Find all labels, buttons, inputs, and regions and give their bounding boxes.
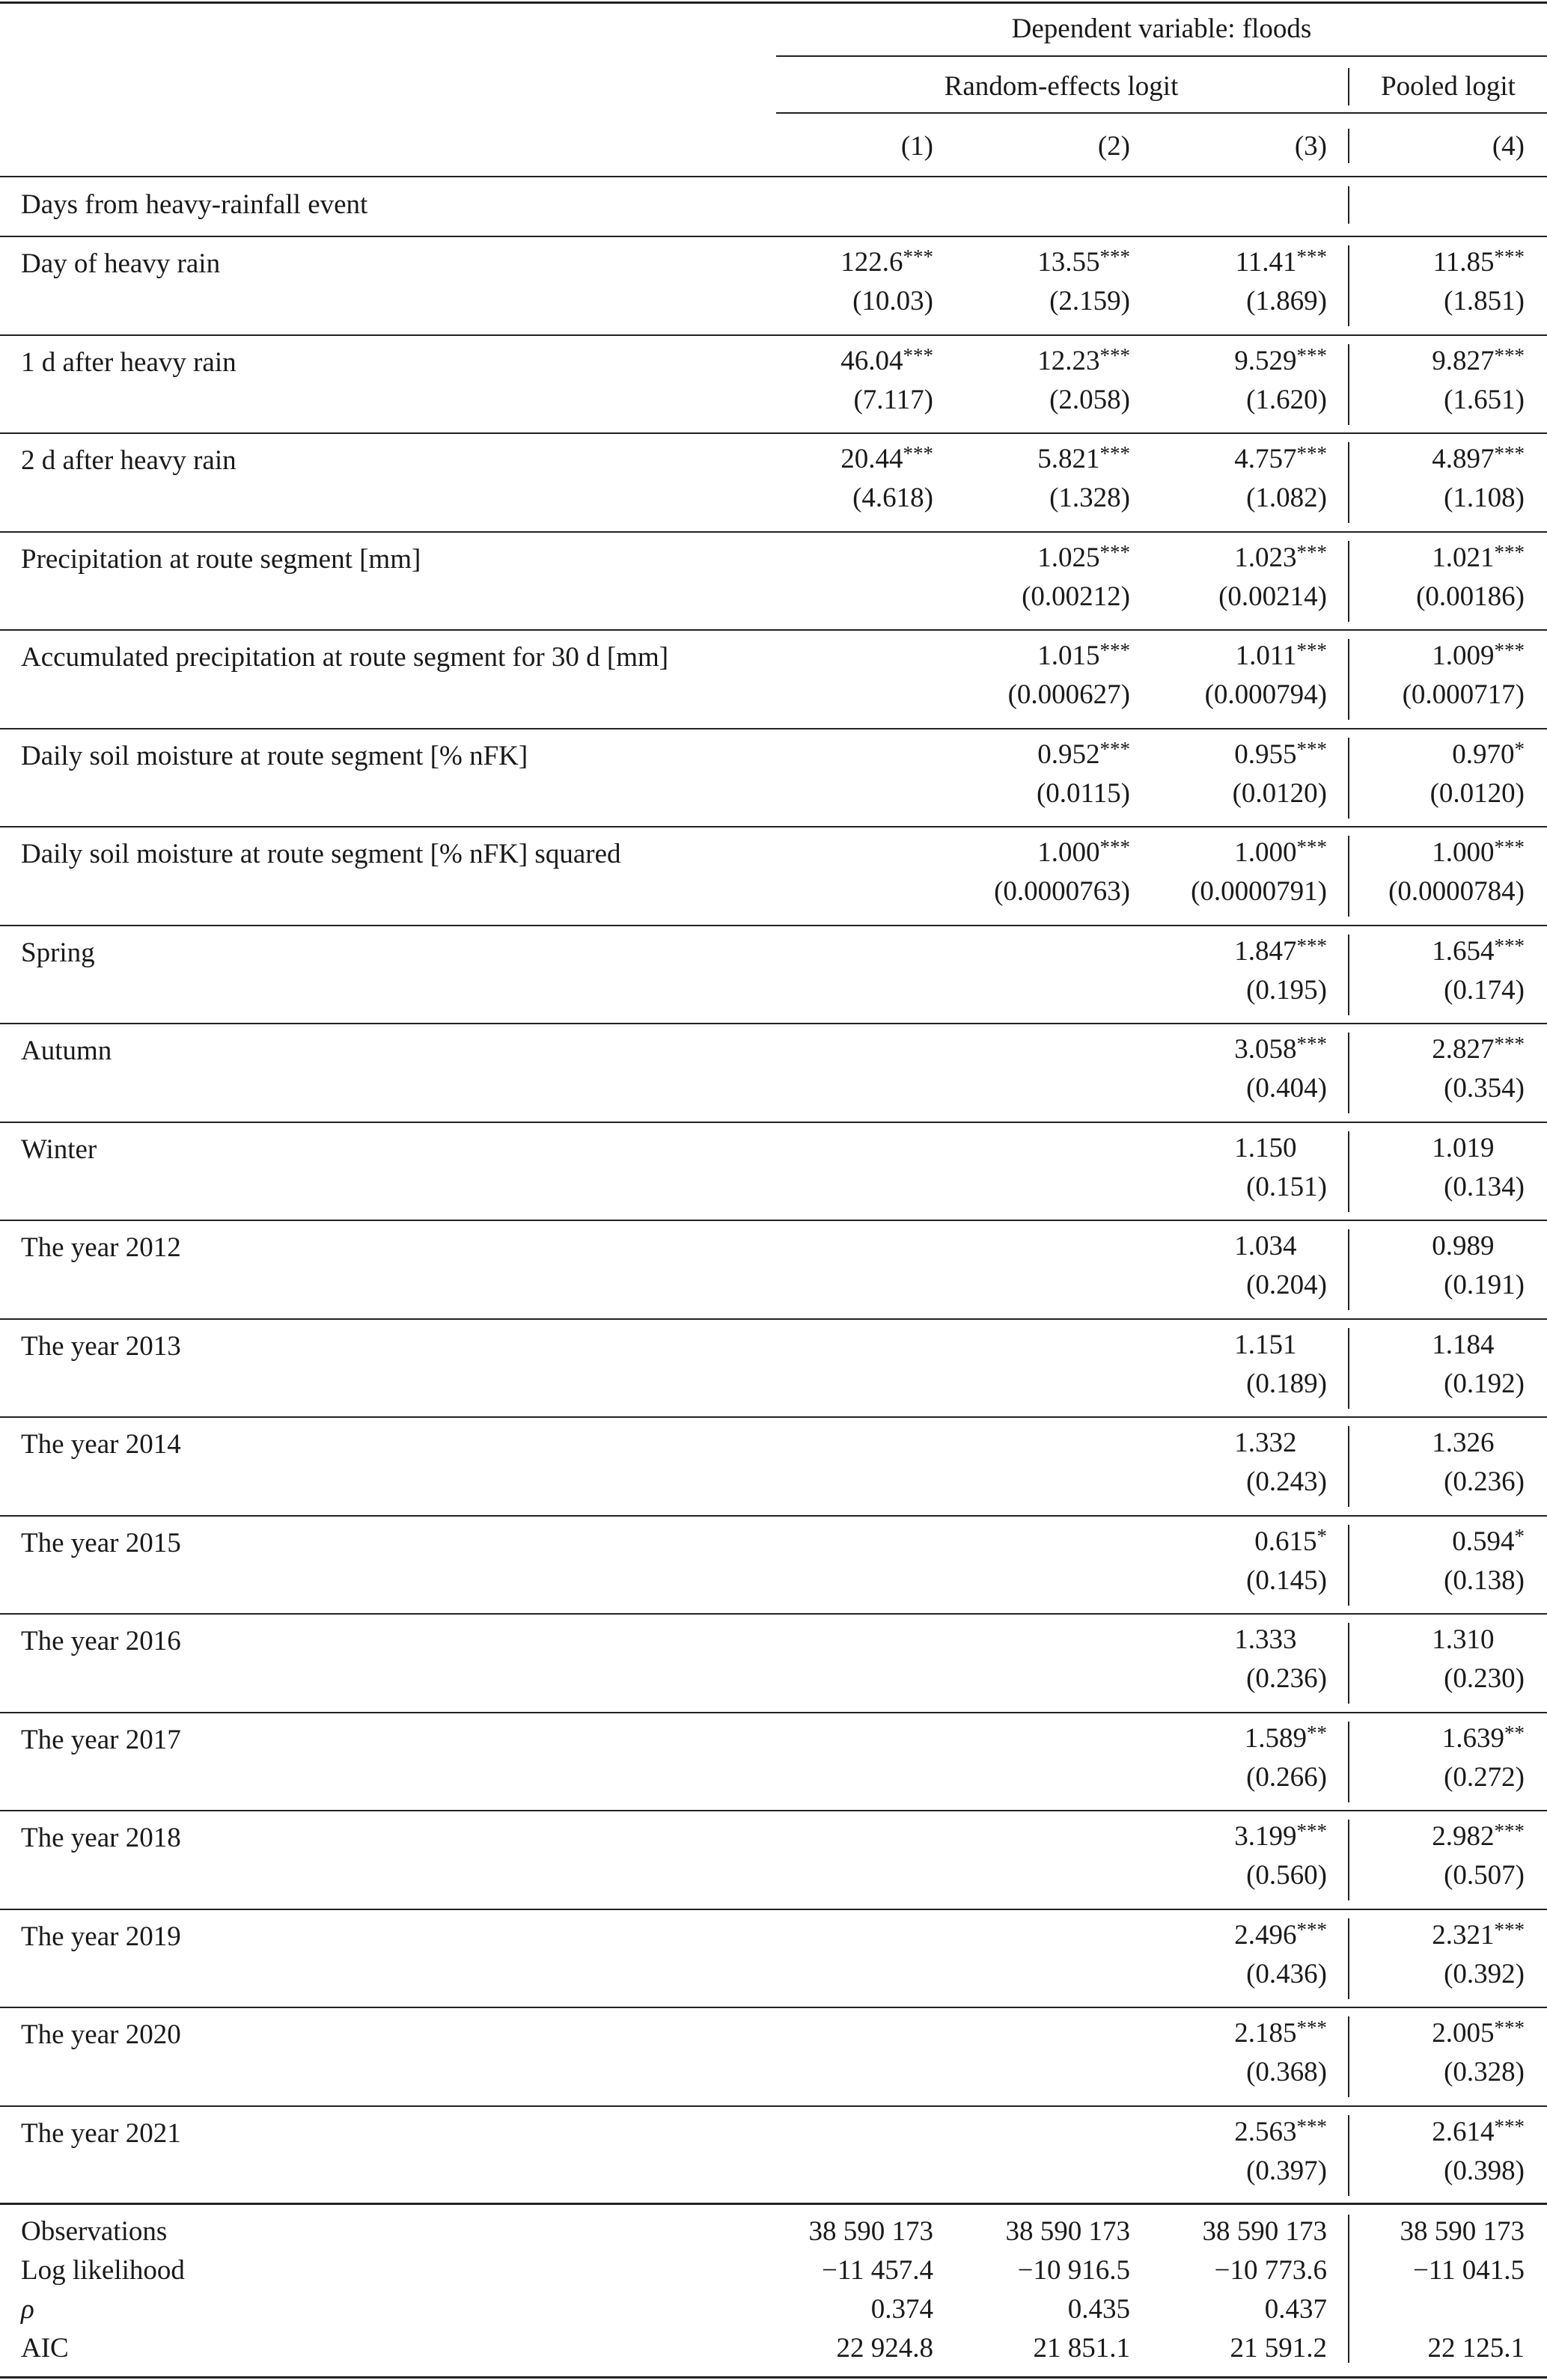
coef-number: 5.821 — [1037, 444, 1100, 474]
coef-value — [1300, 343, 1525, 376]
stat-label: AIC — [21, 2333, 69, 2364]
significance-stars: *** — [1296, 2016, 1327, 2039]
coef-value — [1300, 542, 1525, 572]
dependent-variable-caption: Dependent variable: floods — [1011, 13, 1312, 44]
significance-stars: *** — [1099, 442, 1130, 465]
row-rule — [0, 1810, 1547, 1811]
coef-value — [1099, 442, 1327, 474]
coef-value — [1300, 1428, 1525, 1457]
coef-number: 1.332 — [1234, 1428, 1297, 1458]
random-effects-group-header: Random-effects logit — [944, 71, 1179, 102]
coef-value — [709, 247, 933, 276]
coef-number: 0.970 — [1452, 738, 1515, 770]
row-column-divider — [1348, 1131, 1349, 1212]
significance-stars: *** — [1099, 836, 1130, 858]
row-label: The year 2017 — [21, 1724, 181, 1755]
standard-error: (0.0115) — [1036, 777, 1130, 809]
stat-label: Log likelihood — [21, 2255, 185, 2286]
significance-stars: *** — [1296, 934, 1327, 957]
coef-value — [1300, 1330, 1525, 1359]
coef-number: 4.897 — [1432, 444, 1495, 474]
coef-number: 1.034 — [1234, 1231, 1297, 1261]
significance-stars: *** — [1296, 2114, 1327, 2138]
standard-error: (0.392) — [1444, 1958, 1525, 1989]
standard-error: (1.869) — [1246, 286, 1327, 316]
significance-stars: *** — [1494, 1820, 1525, 1842]
group-rule — [776, 112, 1547, 114]
significance-stars: ** — [1504, 1721, 1525, 1744]
standard-error: (0.560) — [1246, 1860, 1327, 1891]
significance-stars: *** — [1494, 1918, 1525, 1941]
row-rule — [0, 1416, 1547, 1418]
coef-number: 2.614 — [1432, 2116, 1495, 2147]
coef-number: 1.847 — [1234, 935, 1297, 967]
coef-value — [906, 247, 1130, 276]
significance-stars: *** — [1296, 343, 1327, 367]
col-label-2: (2) — [1097, 131, 1130, 162]
coef-number: 11.85 — [1432, 247, 1495, 278]
standard-error: (10.03) — [852, 286, 933, 316]
coef-number: 1.151 — [1234, 1329, 1297, 1360]
row-label: The year 2016 — [21, 1626, 181, 1656]
significance-stars: *** — [1296, 1820, 1327, 1842]
dependent-variable-rule — [776, 55, 1547, 57]
coef-value — [906, 343, 1130, 376]
top-rule — [0, 1, 1547, 4]
row-rule — [0, 826, 1547, 828]
standard-error: (1.328) — [1049, 483, 1130, 513]
stat-value: −10 773.6 — [1214, 2255, 1327, 2286]
pooled-logit-group-header: Pooled logit — [1381, 71, 1516, 102]
significance-stars: *** — [1296, 540, 1327, 563]
coef-value — [1300, 936, 1525, 965]
row-column-divider — [1348, 639, 1349, 720]
coef-value — [1300, 640, 1525, 670]
coef-value — [906, 640, 1130, 670]
coef-number: 122.6 — [840, 247, 903, 278]
significance-stars: *** — [903, 343, 933, 367]
standard-error: (0.272) — [1444, 1761, 1525, 1793]
coef-value — [709, 444, 933, 473]
significance-stars: *** — [1296, 1033, 1327, 1055]
significance-stars: * — [1514, 737, 1525, 760]
significance-stars: *** — [1296, 737, 1327, 760]
coef-value — [1102, 1920, 1327, 1949]
standard-error: (0.00186) — [1416, 581, 1525, 612]
coef-value — [1300, 1723, 1525, 1752]
coef-number: 4.757 — [1234, 444, 1297, 474]
coef-value — [1102, 1034, 1327, 1063]
standard-error: (0.151) — [1246, 1171, 1327, 1202]
coef-number: 0.989 — [1432, 1231, 1495, 1261]
row-rule — [0, 1613, 1547, 1615]
significance-stars: *** — [1494, 245, 1525, 268]
row-label: Accumulated precipitation at route segment for 30 d [mm] — [21, 642, 669, 673]
significance-stars: *** — [1296, 245, 1327, 268]
row-column-divider — [1348, 1229, 1349, 1310]
coef-value — [1300, 1821, 1525, 1850]
row-column-divider — [1348, 1722, 1349, 1802]
stat-label: ρ — [21, 2294, 34, 2325]
row-label: The year 2013 — [21, 1330, 181, 1362]
coef-number: 2.982 — [1432, 1821, 1495, 1852]
coef-number: 13.55 — [1037, 247, 1100, 278]
standard-error: (7.117) — [853, 384, 933, 415]
coef-value — [1300, 444, 1525, 473]
significance-stars: *** — [1099, 245, 1130, 268]
coef-value — [709, 343, 933, 376]
coef-value — [1102, 1526, 1327, 1555]
coef-value — [1300, 1034, 1525, 1063]
coef-value — [1300, 1133, 1525, 1162]
coef-value — [1102, 1330, 1327, 1359]
standard-error: (0.398) — [1444, 2155, 1525, 2186]
row-rule — [0, 1909, 1547, 1910]
significance-stars: *** — [903, 245, 933, 268]
standard-error: (0.134) — [1444, 1171, 1525, 1202]
standard-error: (1.082) — [1246, 483, 1327, 513]
standard-error: (0.236) — [1444, 1466, 1525, 1497]
row-rule — [0, 1023, 1547, 1024]
row-rule — [0, 925, 1547, 926]
row-label: 1 d after heavy rain — [21, 346, 237, 378]
coef-value — [1300, 739, 1525, 768]
coef-number: 0.594 — [1452, 1526, 1515, 1557]
coef-number: 1.015 — [1037, 640, 1100, 671]
row-rule — [0, 2105, 1547, 2107]
header-column-divider — [1348, 68, 1349, 105]
standard-error: (0.174) — [1444, 974, 1525, 1006]
significance-stars: *** — [1296, 836, 1327, 858]
significance-stars: *** — [1296, 442, 1327, 465]
standard-error: (0.243) — [1246, 1466, 1327, 1497]
header-bottom-rule — [0, 176, 1547, 177]
stat-value: 21 851.1 — [1033, 2333, 1130, 2364]
coef-number: 1.019 — [1432, 1132, 1495, 1163]
coef-value — [906, 444, 1130, 473]
standard-error: (0.436) — [1246, 1958, 1327, 1989]
coef-value — [1102, 1821, 1327, 1850]
coef-value — [1300, 247, 1525, 276]
row-column-divider — [1348, 344, 1349, 425]
row-rule — [0, 1712, 1547, 1713]
row-column-divider — [1348, 245, 1349, 326]
col-label-divider — [1348, 129, 1349, 163]
significance-stars: *** — [1296, 639, 1327, 661]
row-label: The year 2019 — [21, 1921, 181, 1952]
standard-error: (2.058) — [1049, 384, 1130, 415]
standard-error: (0.0000784) — [1388, 876, 1525, 907]
coef-value — [1300, 2018, 1525, 2047]
coef-number: 1.023 — [1234, 542, 1297, 573]
stat-value: 0.374 — [870, 2294, 933, 2325]
coef-number: 0.955 — [1234, 738, 1297, 770]
significance-stars: * — [1514, 1524, 1525, 1547]
section-label: Days from heavy-rainfall event — [21, 189, 368, 220]
coef-value — [1102, 1133, 1327, 1162]
standard-error: (0.00214) — [1218, 581, 1327, 612]
significance-stars: *** — [1296, 1918, 1327, 1941]
stat-value: 22 924.8 — [836, 2333, 933, 2364]
coef-number: 0.615 — [1254, 1526, 1317, 1557]
significance-stars: *** — [1494, 1033, 1525, 1055]
standard-error: (0.230) — [1444, 1663, 1525, 1694]
row-label: Precipitation at route segment [mm] — [21, 543, 421, 575]
standard-error: (2.159) — [1049, 286, 1130, 316]
row-label: The year 2018 — [21, 1823, 181, 1853]
significance-stars: * — [1316, 1524, 1327, 1547]
row-column-divider — [1348, 1623, 1349, 1704]
coef-value — [1099, 737, 1327, 770]
row-label: Day of heavy rain — [21, 248, 221, 279]
row-column-divider — [1348, 1426, 1349, 1507]
significance-stars: *** — [1494, 836, 1525, 858]
coef-number: 1.654 — [1432, 935, 1495, 967]
row-column-divider — [1348, 2115, 1349, 2196]
standard-error: (0.0120) — [1429, 777, 1525, 809]
row-label: The year 2012 — [21, 1232, 181, 1263]
coef-number: 1.150 — [1234, 1132, 1297, 1163]
coef-number: 1.310 — [1432, 1624, 1495, 1655]
coef-number: 1.326 — [1432, 1428, 1495, 1458]
standard-error: (0.0000763) — [994, 876, 1130, 907]
row-label: Daily soil moisture at route segment [% nFK] squared — [21, 839, 621, 869]
coef-number: 12.23 — [1037, 345, 1100, 376]
coef-value — [1102, 1428, 1327, 1457]
col-label-1: (1) — [900, 131, 933, 162]
row-label: The year 2015 — [21, 1527, 181, 1558]
standard-error: (0.368) — [1246, 2057, 1327, 2087]
coef-value — [1102, 2018, 1327, 2047]
standard-error: (1.851) — [1444, 286, 1525, 316]
coef-number: 1.025 — [1037, 542, 1100, 573]
coef-number: 1.000 — [1037, 837, 1100, 868]
coef-value — [1099, 836, 1327, 868]
stat-value: 22 125.1 — [1427, 2333, 1525, 2364]
stat-value: −11 041.5 — [1413, 2255, 1525, 2286]
significance-stars: *** — [1494, 343, 1525, 367]
standard-error: (0.0120) — [1232, 777, 1327, 809]
standard-error: (0.000627) — [1007, 679, 1130, 710]
stats-top-rule — [0, 2203, 1547, 2205]
row-label: The year 2014 — [21, 1429, 181, 1460]
stat-value: 38 590 173 — [808, 2216, 933, 2247]
section-rule — [0, 236, 1547, 237]
coef-number: 2.185 — [1234, 2018, 1297, 2049]
standard-error: (0.000794) — [1204, 679, 1327, 710]
coef-number: 46.04 — [840, 345, 903, 376]
coef-value — [1300, 1624, 1525, 1654]
coef-number: 3.058 — [1234, 1034, 1297, 1065]
row-rule — [0, 728, 1547, 729]
row-label: Winter — [21, 1134, 97, 1165]
col-label-4: (4) — [1492, 131, 1525, 162]
row-label: Daily soil moisture at route segment [% nFK] — [21, 740, 528, 771]
row-rule — [0, 1318, 1547, 1320]
coef-value — [1102, 1624, 1327, 1654]
coef-value — [1099, 245, 1327, 278]
row-label: The year 2021 — [21, 2117, 181, 2149]
coef-number: 9.827 — [1432, 345, 1495, 376]
row-rule — [0, 334, 1547, 336]
standard-error: (0.195) — [1246, 974, 1327, 1006]
coef-value — [1300, 1920, 1525, 1949]
standard-error: (1.620) — [1246, 384, 1327, 415]
standard-error: (0.397) — [1246, 2155, 1327, 2186]
coef-number: 1.011 — [1235, 640, 1297, 671]
row-column-divider — [1348, 1918, 1349, 1999]
row-label: 2 d after heavy rain — [21, 445, 237, 476]
row-column-divider — [1348, 2016, 1349, 2097]
stat-value: 0.437 — [1264, 2294, 1327, 2325]
row-label: The year 2020 — [21, 2019, 181, 2050]
coef-number: 1.009 — [1432, 640, 1495, 671]
stat-value: 38 590 173 — [1400, 2216, 1525, 2247]
standard-error: (0.00212) — [1022, 581, 1130, 612]
stat-value: 0.435 — [1067, 2294, 1130, 2325]
row-rule — [0, 432, 1547, 434]
coef-number: 1.000 — [1234, 837, 1297, 868]
stat-value: 38 590 173 — [1005, 2216, 1130, 2247]
coef-value — [1102, 936, 1327, 965]
coef-number: 2.496 — [1234, 1919, 1297, 1951]
coef-number: 11.41 — [1235, 247, 1297, 278]
row-rule — [0, 531, 1547, 533]
significance-stars: *** — [1494, 2016, 1525, 2039]
bottom-rule — [0, 2376, 1547, 2379]
row-column-divider — [1348, 1033, 1349, 1113]
row-column-divider — [1348, 1328, 1349, 1409]
row-column-divider — [1348, 1820, 1349, 1900]
standard-error: (0.138) — [1444, 1564, 1525, 1596]
standard-error: (0.404) — [1246, 1073, 1327, 1104]
coef-value — [1099, 540, 1327, 573]
stat-label: Observations — [21, 2216, 168, 2247]
coef-value — [1300, 1231, 1525, 1260]
standard-error: (0.204) — [1246, 1270, 1327, 1300]
standard-error: (0.000717) — [1402, 679, 1525, 710]
coef-number: 2.827 — [1432, 1034, 1495, 1065]
coef-value — [1102, 2114, 1327, 2147]
standard-error: (0.266) — [1246, 1761, 1327, 1793]
significance-stars: *** — [1099, 639, 1130, 661]
row-rule — [0, 1515, 1547, 1517]
coef-value — [1300, 2114, 1525, 2147]
significance-stars: ** — [1307, 1721, 1327, 1744]
standard-error: (0.191) — [1444, 1270, 1525, 1300]
stat-value: −10 916.5 — [1017, 2255, 1130, 2286]
row-column-divider — [1348, 836, 1349, 917]
coef-number: 1.000 — [1432, 837, 1495, 868]
row-column-divider — [1348, 541, 1349, 622]
significance-stars: *** — [1494, 2114, 1525, 2138]
coef-number: 1.184 — [1432, 1329, 1495, 1360]
significance-stars: *** — [1494, 639, 1525, 661]
coef-number: 1.021 — [1432, 542, 1495, 573]
standard-error: (0.189) — [1246, 1368, 1327, 1399]
row-column-divider — [1348, 738, 1349, 819]
coef-number: 1.639 — [1441, 1722, 1504, 1754]
coef-number: 3.199 — [1234, 1821, 1297, 1852]
coef-number: 1.333 — [1234, 1624, 1297, 1655]
standard-error: (0.328) — [1444, 2057, 1525, 2087]
row-rule — [0, 1122, 1547, 1123]
coef-value — [1099, 343, 1327, 376]
row-label: Autumn — [21, 1035, 112, 1066]
row-rule — [0, 2007, 1547, 2008]
coef-value — [1102, 1723, 1327, 1752]
significance-stars: *** — [1494, 934, 1525, 957]
standard-error: (0.507) — [1444, 1860, 1525, 1891]
coef-number: 2.563 — [1234, 2116, 1297, 2147]
standard-error: (0.192) — [1444, 1368, 1525, 1399]
row-column-divider — [1348, 1525, 1349, 1606]
coef-value — [906, 739, 1130, 768]
significance-stars: *** — [1099, 343, 1130, 367]
coef-value — [906, 542, 1130, 572]
coef-value — [1300, 837, 1525, 866]
row-column-divider — [1348, 442, 1349, 523]
standard-error: (0.145) — [1246, 1564, 1327, 1596]
coef-value — [1300, 1526, 1525, 1555]
coef-value — [1102, 1231, 1327, 1260]
standard-error: (0.236) — [1246, 1663, 1327, 1694]
significance-stars: *** — [903, 442, 933, 465]
row-rule — [0, 629, 1547, 631]
coef-value — [906, 837, 1130, 866]
coef-number: 1.589 — [1244, 1722, 1307, 1754]
section-divider — [1348, 186, 1349, 224]
coef-number: 9.529 — [1234, 345, 1297, 376]
coef-value — [1099, 639, 1327, 671]
significance-stars: *** — [1099, 540, 1130, 563]
row-label: Spring — [21, 937, 95, 968]
coef-number: 2.005 — [1432, 2018, 1495, 2049]
significance-stars: *** — [1494, 540, 1525, 563]
standard-error: (1.108) — [1444, 483, 1525, 513]
stat-value: 38 590 173 — [1202, 2216, 1327, 2247]
coef-number: 20.44 — [840, 444, 903, 474]
row-column-divider — [1348, 934, 1349, 1015]
coef-number: 0.952 — [1037, 738, 1100, 770]
significance-stars: *** — [1099, 737, 1130, 760]
standard-error: (0.0000791) — [1191, 876, 1327, 907]
standard-error: (1.651) — [1444, 384, 1525, 415]
coef-number: 2.321 — [1432, 1919, 1495, 1951]
stat-value: −11 457.4 — [822, 2255, 933, 2286]
significance-stars: *** — [1494, 442, 1525, 465]
col-label-3: (3) — [1294, 131, 1327, 162]
standard-error: (4.618) — [852, 483, 933, 513]
standard-error: (0.354) — [1444, 1073, 1525, 1104]
row-rule — [0, 1220, 1547, 1221]
stat-value: 21 591.2 — [1230, 2333, 1327, 2364]
